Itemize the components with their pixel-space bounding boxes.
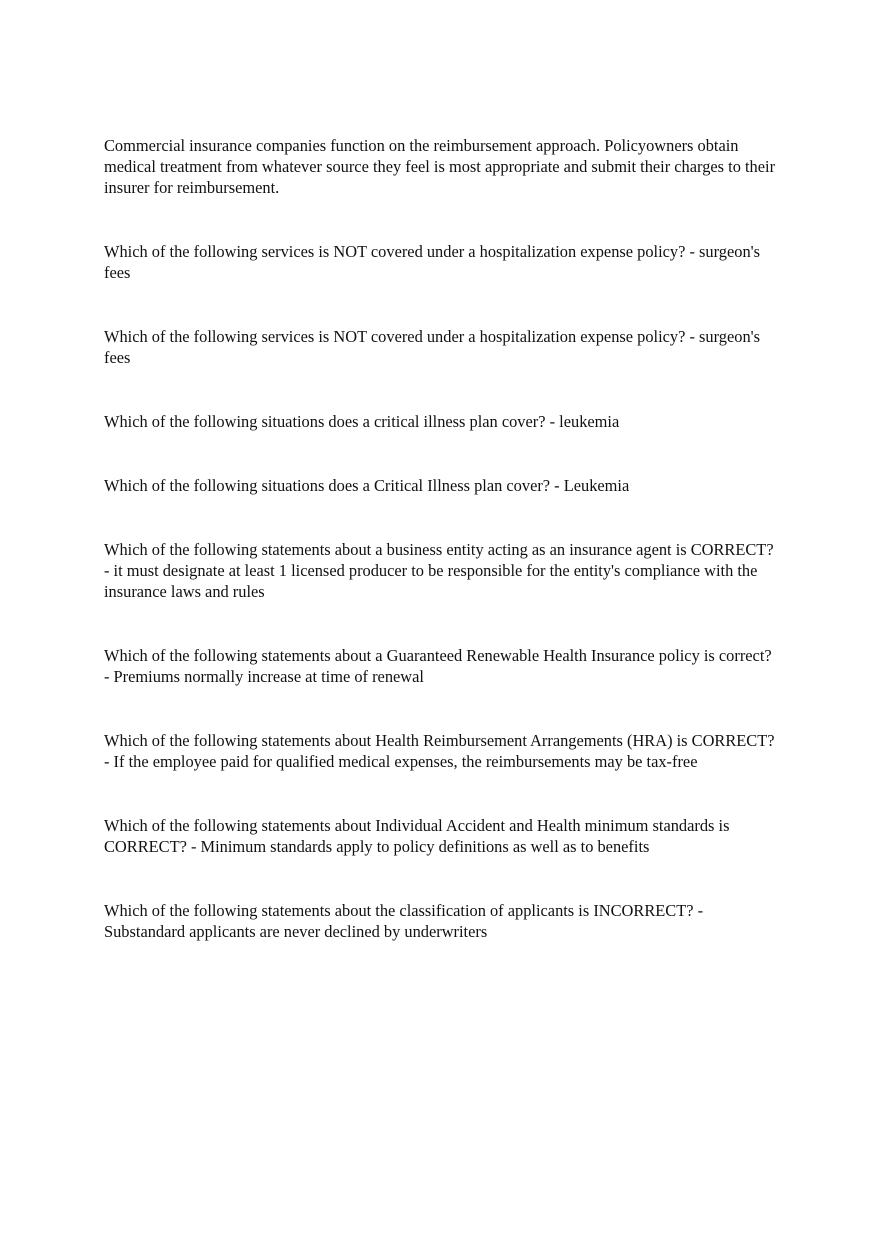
qa-minimum-standards: Which of the following statements about Individual Accident and Health minimum standards is CORRECT? - Minimum standards apply to policy definitions as well as to benefits [104,816,730,856]
paragraph-reimbursement-approach: Commercial insurance companies function on the reimbursement approach. Policyowners obtain medical treatment from whatever source they feel is most appropriate and submit their charges to their insurer for reimbursement. [104,136,776,197]
qa-classification-applicants: Which of the following statements about the classification of applicants is INCORRECT? - Substandard applicants are never declined by underwriters [104,901,704,941]
qa-hospitalization-expense-1: Which of the following services is NOT covered under a hospitalization expense policy? - surgeon's fees [104,242,760,282]
qa-critical-illness-2: Which of the following situations does a Critical Illness plan cover? - Leukemia [104,476,630,495]
qa-hospitalization-expense-2: Which of the following services is NOT covered under a hospitalization expense policy? - surgeon's fees [104,327,760,367]
qa-business-entity-agent: Which of the following statements about a business entity acting as an insurance agent is CORRECT? - it must designate at least 1 licensed producer to be responsible for the entity's compliance with the insurance laws and rules [104,540,774,601]
document-body [104,135,780,985]
qa-hra: Which of the following statements about Health Reimbursement Arrangements (HRA) is CORRECT? - If the employee paid for qualified medical expenses, the reimbursements may be tax-free [104,731,775,771]
qa-guaranteed-renewable: Which of the following statements about a Guaranteed Renewable Health Insurance policy is correct? - Premiums normally increase at time of renewal [104,646,772,686]
qa-critical-illness-1: Which of the following situations does a critical illness plan cover? - leukemia [104,412,620,431]
